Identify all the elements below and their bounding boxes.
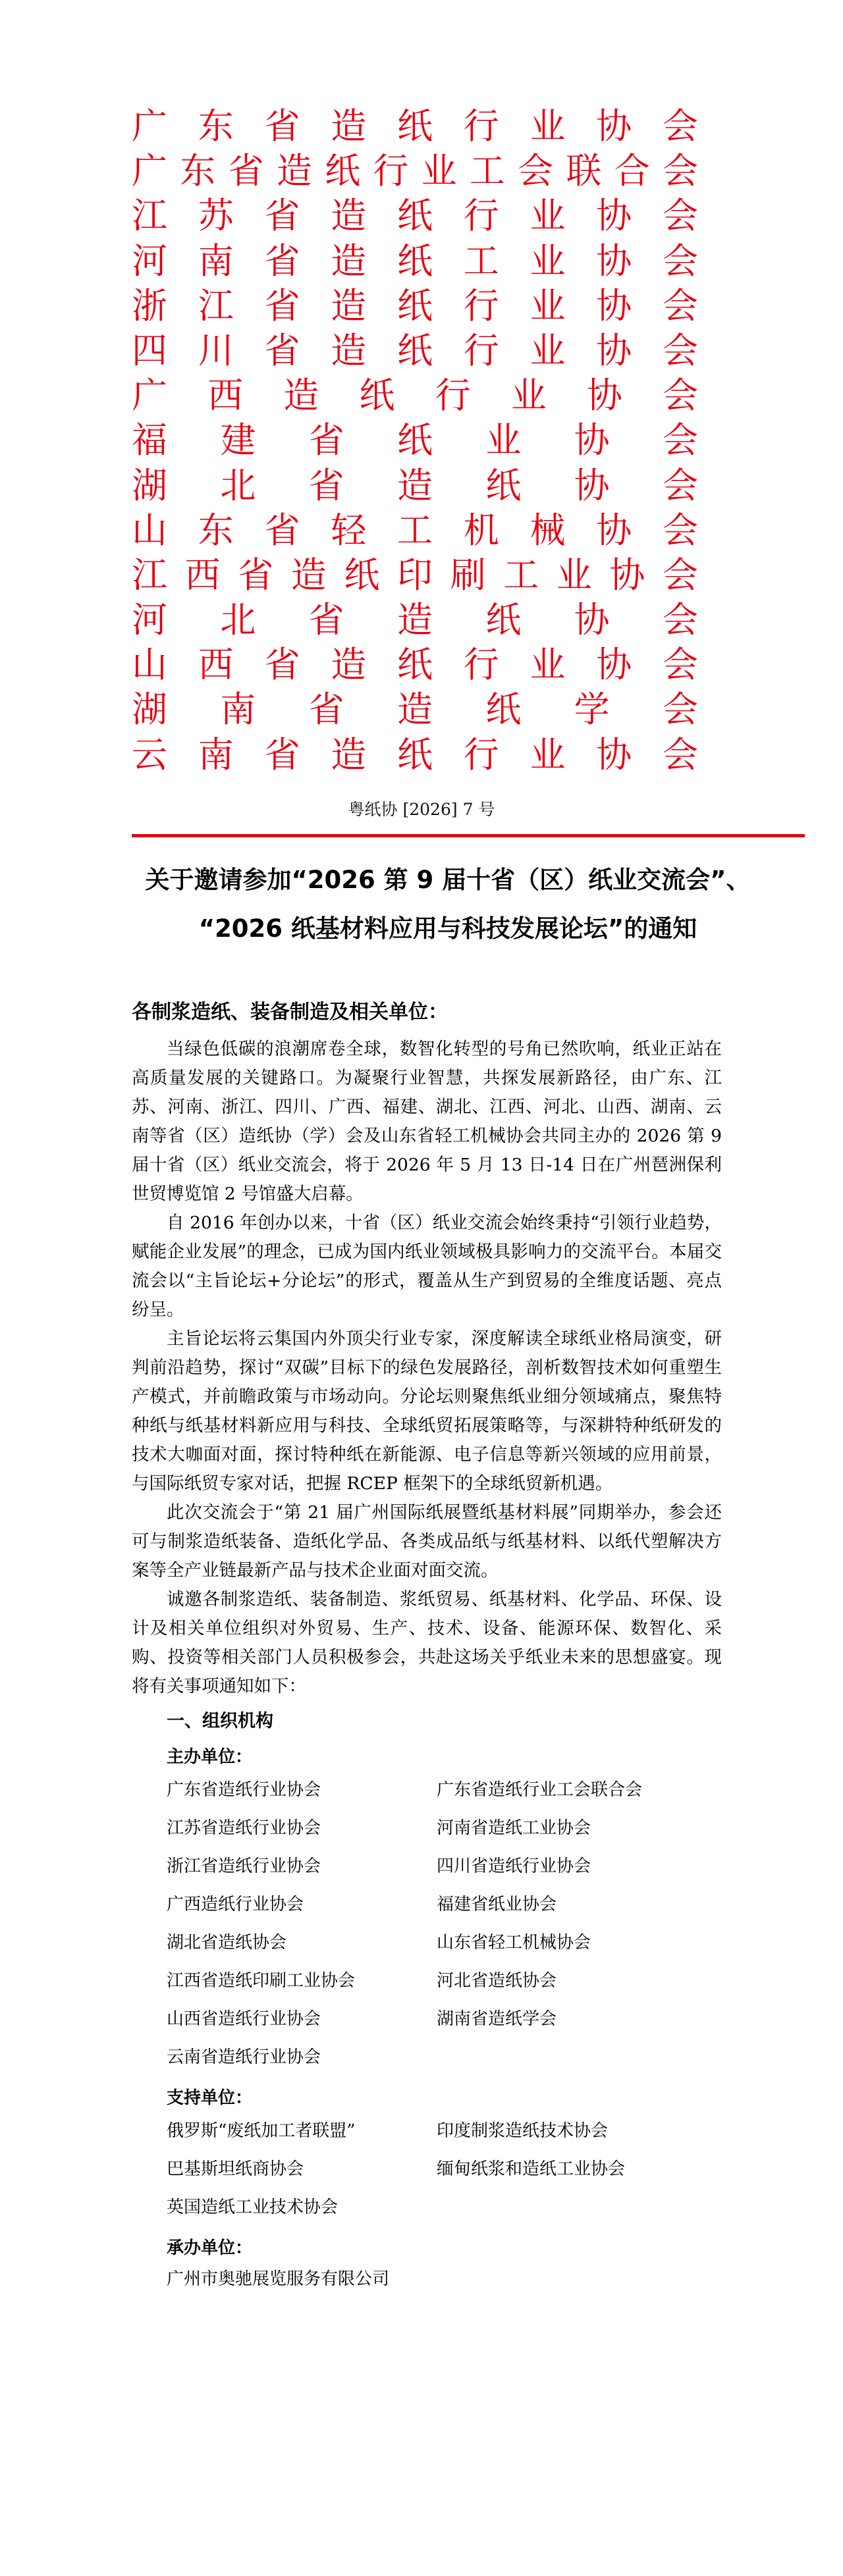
host-item: 广西造纸行业协会	[167, 1895, 304, 1914]
org-name: 山东省轻工机械协会	[132, 509, 698, 551]
organizer-name: 广州市奥驰展览服务有限公司	[167, 2269, 390, 2289]
salutation: 各制浆造纸、装备制造及相关单位：	[132, 1001, 448, 1024]
org-name: 河北省造纸协会	[132, 599, 698, 641]
body-paragraph: 自 2016 年创办以来，十省（区）纸业交流会始终秉持“引领行业趋势，赋能企业发展”的理念，已成为国内纸业领域极具影响力的交流平台。本届交流会以“主旨论坛+分论坛”的形式，覆盖从生产到贸易的全维度话题、亮点纷呈。	[132, 1213, 722, 1320]
host-item: 河南省造纸工业协会	[437, 1818, 591, 1838]
host-item: 江苏省造纸行业协会	[167, 1818, 321, 1838]
host-item: 福建省纸业协会	[437, 1895, 557, 1914]
title-line-2: “2026 纸基材料应用与科技发展论坛”的通知	[198, 914, 697, 943]
body-paragraph: 诚邀各制浆造纸、装备制造、浆纸贸易、纸基材料、化学品、环保、设计及相关单位组织对外贸易、生产、技术、设备、能源环保、数智化、采购、投资等相关部门人员积极参会，共赴这场关乎纸业未来的思想盛宴。现将有关事项通知如下：	[132, 1589, 722, 1696]
body-paragraph: 此次交流会于“第 21 届广州国际纸展暨纸基材料展”同期举办，参会还可与制浆造纸装备、造纸化学品、各类成品纸与纸基材料、以纸代塑解决方案等全产业链最新产品与技术企业面对面交流。	[132, 1502, 722, 1581]
org-name: 河南省造纸工业协会	[132, 240, 698, 282]
supporter-item: 缅甸纸浆和造纸工业协会	[437, 2159, 626, 2179]
org-name: 湖北省造纸协会	[132, 464, 698, 506]
supporter-item: 英国造纸工业技术协会	[167, 2197, 339, 2217]
document-number: 粤纸协 [2026] 7 号	[348, 800, 495, 819]
body-paragraph: 主旨论坛将云集国内外顶尖行业专家，深度解读全球纸业格局演变，研判前沿趋势，探讨“双碳”目标下的绿色发展路径，剖析数智技术如何重塑生产模式，并前瞻政策与市场动向。分论坛则聚焦纸业细分领域痛点，聚焦特种纸与纸基材料新应用与科技、全球纸贸拓展策略等，与深耕特种纸研发的技术大咖面对面，探讨特种纸在新能源、电子信息等新兴领域的应用前景，与国际纸贸专家对话，把握 RCEP 框架下的全球纸贸新机遇。	[132, 1328, 722, 1494]
section-heading: 一、组织机构	[167, 1711, 273, 1731]
host-item: 四川省造纸行业协会	[437, 1856, 591, 1876]
org-name: 江苏省造纸行业协会	[132, 195, 698, 237]
host-item: 河北省造纸协会	[437, 1971, 557, 1991]
supporter-item: 俄罗斯“废纸加工者联盟”	[167, 2121, 356, 2141]
host-item: 云南省造纸行业协会	[167, 2047, 321, 2067]
host-item: 山西省造纸行业协会	[167, 2009, 321, 2029]
red-divider-line	[132, 834, 805, 837]
org-name: 福建省纸业协会	[132, 419, 698, 461]
supporters-label: 支持单位：	[167, 2088, 253, 2108]
header-organizations	[132, 104, 698, 777]
notice-title	[132, 856, 764, 953]
org-name: 四川省造纸行业协会	[132, 329, 698, 371]
supporters-list	[167, 2112, 722, 2226]
host-item: 湖南省造纸学会	[437, 2009, 557, 2029]
hosts-label: 主办单位：	[167, 1747, 253, 1767]
host-item: 浙江省造纸行业协会	[167, 1856, 321, 1876]
org-name: 湖南省造纸学会	[132, 689, 698, 731]
host-item: 湖北省造纸协会	[167, 1933, 287, 1953]
org-name: 广东省造纸行业工会联合会	[132, 150, 698, 192]
supporter-item: 印度制浆造纸技术协会	[437, 2121, 609, 2141]
org-name: 云南省造纸行业协会	[132, 733, 698, 775]
org-name: 广东省造纸行业协会	[132, 105, 698, 147]
title-line-1: 关于邀请参加“2026 第 9 届十省（区）纸业交流会”、	[145, 866, 751, 894]
notice-body	[132, 999, 722, 2296]
host-item: 广东省造纸行业协会	[167, 1780, 321, 1800]
org-name: 江西省造纸印刷工业协会	[132, 554, 698, 596]
hosts-list	[167, 1771, 722, 2076]
host-item: 广东省造纸行业工会联合会	[437, 1780, 643, 1800]
body-paragraph: 当绿色低碳的浪潮席卷全球，数智化转型的号角已然吹响，纸业正站在高质量发展的关键路口。为凝聚行业智慧，共探发展新路径，由广东、江苏、河南、浙江、四川、广西、福建、湖北、江西、河北、山西、湖南、云南等省（区）造纸协（学）会及山东省轻工机械协会共同主办的 2026 第 9 届十省（区）纸业交流会，将于 2026 年 5 月 13 日-14 日在广州琶洲保利世贸博览馆 2 号馆盛大启幕。	[132, 1039, 722, 1204]
supporter-item: 巴基斯坦纸商协会	[167, 2159, 304, 2179]
org-name: 山西省造纸行业协会	[132, 644, 698, 686]
org-name: 广西造纸行业协会	[132, 375, 698, 417]
host-item: 山东省轻工机械协会	[437, 1933, 591, 1953]
host-item: 江西省造纸印刷工业协会	[167, 1971, 356, 1991]
org-name: 浙江省造纸行业协会	[132, 284, 698, 327]
organizer-label: 承办单位：	[167, 2238, 253, 2258]
